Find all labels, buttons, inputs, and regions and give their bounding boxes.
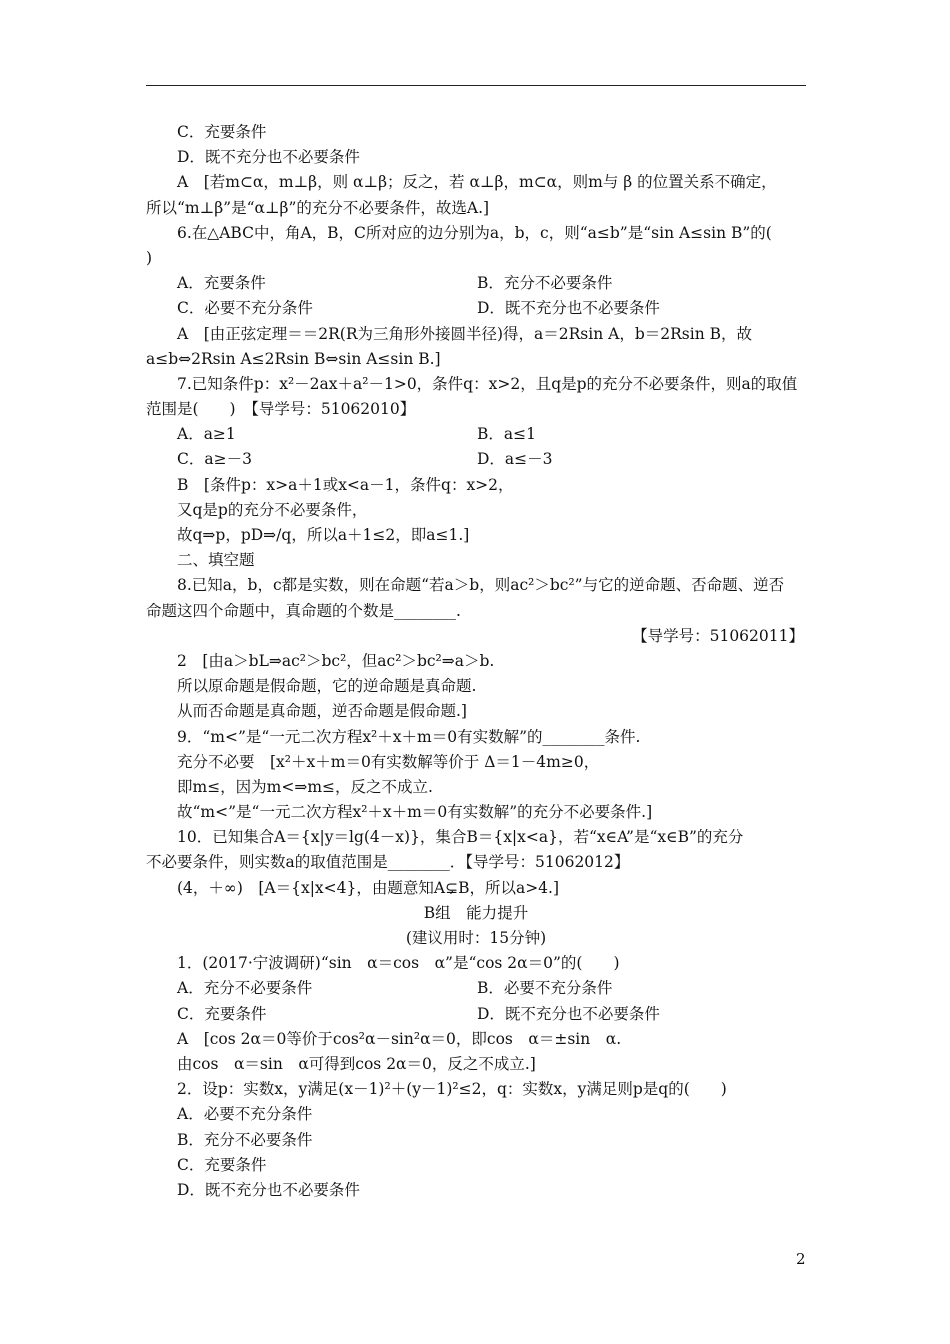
text-line: 故“m<”是“一元二次方程x²＋x＋m＝0有实数解”的充分不必要条件.]: [177, 803, 653, 822]
text-line: 6.在△ABC中，角A，B，C所对应的边分别为a，b，c，则“a≤b”是“sin A≤sin B”的(: [177, 223, 772, 242]
option-left: C．必要不充分条件: [177, 299, 313, 318]
text-line: [146, 1002, 806, 1027]
option-left: C．充要条件: [177, 1004, 267, 1023]
text-line: 所以原命题是假命题，它的逆命题是真命题.: [177, 677, 477, 696]
option-left: A．充分不必要条件: [177, 979, 313, 998]
text-line: D．既不充分也不必要条件: [177, 148, 360, 167]
header-rule: [146, 85, 806, 86]
text-line: (4，＋∞) [A＝{x|x<4}，由题意知A⊊B，所以a>4.]: [177, 878, 560, 897]
option-right: D．a≤－3: [477, 450, 553, 469]
text-line: [146, 976, 806, 1001]
text-line: [146, 447, 806, 472]
text-line: 从而否命题是真命题，逆否命题是假命题.]: [177, 702, 467, 721]
option-right: D．既不充分也不必要条件: [477, 1004, 660, 1023]
text-line: 10．已知集合A＝{x|y＝lg(4－x)}，集合B＝{x|x<a}，若“x∈A”是“x∈B”的充分: [177, 828, 744, 847]
text-line: 8.已知a，b，c都是实数，则在命题“若a＞b，则ac²＞bc²”与它的逆命题、否命题、逆否: [177, 576, 785, 595]
option-right: D．既不充分也不必要条件: [477, 299, 660, 318]
text-line: B组 能力提升: [423, 903, 529, 922]
text-line: 范围是( ) 【导学号：51062010】: [146, 400, 416, 419]
text-line: 2 [由a＞bL⇒ac²＞bc²，但ac²＞bc²⇒a＞b.: [177, 651, 495, 670]
text-line: [146, 271, 806, 296]
text-line: B [条件p：x>a＋1或x<a－1，条件q：x>2，: [177, 475, 514, 494]
text-line: [146, 296, 806, 321]
text-line: ): [146, 248, 153, 267]
text-line: A [由正弦定理＝＝2R(R为三角形外接圆半径)得，a＝2Rsin A，b＝2Rsin B，故: [177, 324, 752, 343]
option-right: B．充分不必要条件: [477, 274, 613, 293]
text-line: 2．设p：实数x，y满足(x－1)²＋(y－1)²≤2，q：实数x，y满足则p是q的( ): [177, 1080, 727, 1099]
text-line: 即m≤，因为m<⇒m≤，反之不成立.: [177, 777, 433, 796]
text-line: C．充要条件: [177, 123, 267, 141]
text-line: A [cos 2α＝0等价于cos²α－sin²α＝0，即cos α＝±sin α.: [177, 1029, 622, 1048]
text-line: 1．(2017·宁波调研)“sin α＝cos α”是“cos 2α＝0”的( ): [177, 954, 620, 973]
text-line: 9．“m<”是“一元二次方程x²＋x＋m＝0有实数解”的________条件.: [177, 727, 641, 746]
option-right: B．a≤1: [477, 425, 536, 444]
option-left: C．a≥－3: [177, 450, 252, 469]
text-line: 7.已知条件p：x²－2ax＋a²－1>0，条件q：x>2，且q是p的充分不必要条件，则a的取值: [177, 374, 798, 393]
page-number: 2: [796, 1250, 806, 1268]
option-left: A．充要条件: [177, 274, 266, 293]
text-line: 又q是p的充分不必要条件，: [177, 500, 368, 519]
option-right: B．必要不充分条件: [477, 979, 613, 998]
text-line: B．充分不必要条件: [177, 1130, 313, 1149]
text-line: 所以“m⊥β”是“α⊥β”的充分不必要条件，故选A.]: [146, 198, 490, 217]
text-line: 由cos α＝sin α可得到cos 2α＝0，反之不成立.]: [177, 1054, 536, 1073]
document-body: [146, 120, 806, 1203]
text-line: 不必要条件，则实数a的取值范围是________．【导学号：51062012】: [146, 853, 630, 872]
text-line: a≤b⇔2Rsin A≤2Rsin B⇔sin A≤sin B.]: [146, 349, 441, 368]
text-line: [146, 422, 806, 447]
option-left: A．a≥1: [177, 425, 236, 444]
text-line: 二、填空题: [177, 551, 255, 570]
text-line: 充分不必要 [x²＋x＋m＝0有实数解等价于 Δ＝1－4m≥0，: [177, 752, 600, 771]
text-line: (建议用时：15分钟): [405, 929, 547, 947]
text-line: 命题这四个命题中，真命题的个数是________.: [146, 601, 461, 620]
text-line: A [若m⊂α，m⊥β，则 α⊥β；反之，若 α⊥β，m⊂α，则m与 β 的位置关系不确定，: [177, 173, 777, 192]
text-line: 故q⇒p，pD⇒/q，所以a＋1≤2，即a≤1.]: [177, 526, 470, 544]
text-line: C．充要条件: [177, 1155, 267, 1174]
text-line: A．必要不充分条件: [177, 1105, 313, 1124]
text-line: 【导学号：51062011】: [632, 626, 804, 645]
text-line: D．既不充分也不必要条件: [177, 1180, 360, 1199]
